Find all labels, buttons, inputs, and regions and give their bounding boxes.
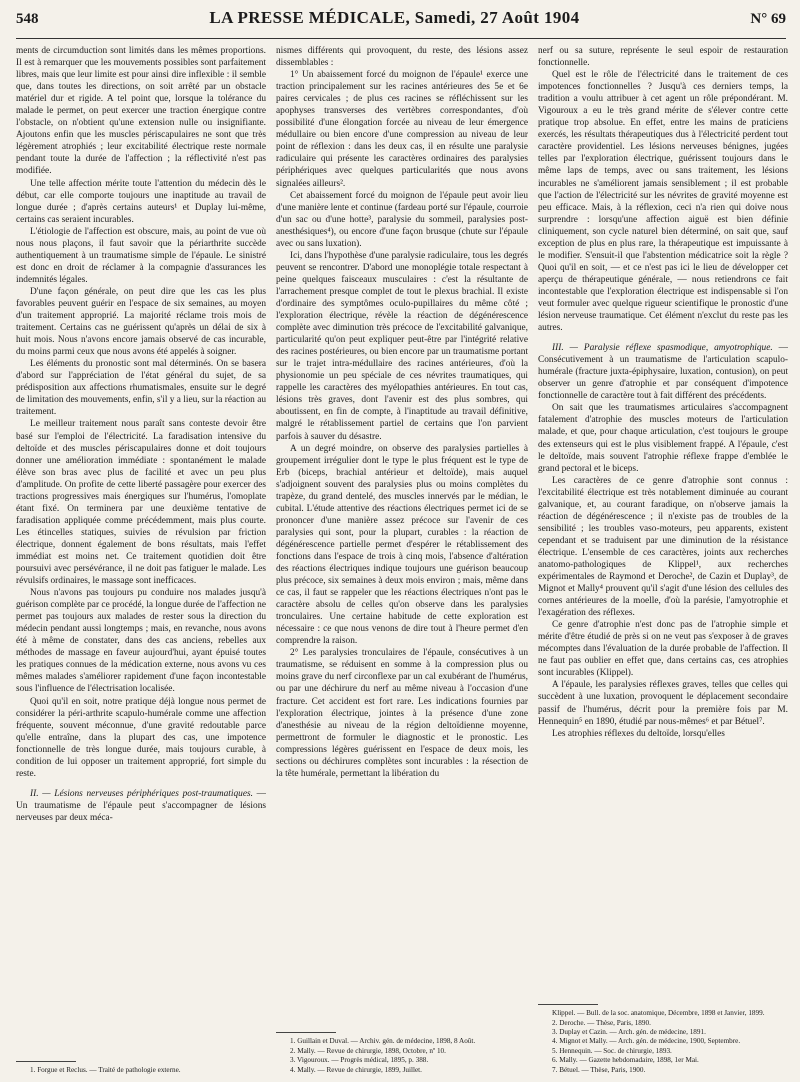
footnotes [16, 1055, 266, 1075]
paragraph: A l'épaule, les paralysies réflexes graves, telles que celles qui succèdent à une luxation, provoquent le déplacement secondaire passif de l'humérus, décrit pour la première fois par M. Hennequin⁵ en 1890, étudié par nous-mêmes⁶ et par Bétuel⁷. [538, 680, 788, 727]
footnote: 5. Hennequin. — Soc. de chirurgie, 1893. [552, 1046, 672, 1055]
page-number: 548 [16, 11, 39, 27]
page-header [16, 8, 786, 39]
footnote-divider [538, 1004, 598, 1005]
footnotes [538, 998, 788, 1075]
article-columns [16, 45, 786, 1075]
paragraph: Ce genre d'atrophie n'est donc pas de l'atrophie simple et mérite d'être étudié de près si on ne veut pas s'exposer à de graves mécomptes dans l'évaluation de la durée probable de l'affection. Il ne faut pas oublier en effet que, dans certains cas, ces atrophies sont incurables (Klippel). [538, 620, 788, 679]
section-heading: II. — Lésions nerveuses périphériques post-traumatiques. [30, 788, 253, 799]
paragraph: nismes différents qui provoquent, du reste, des lésions assez dissemblables : [276, 46, 528, 69]
section-text: — Un traumatisme de l'épaule peut s'accompagner de lésions nerveuses par deux méca- [16, 788, 266, 823]
paragraph: A un degré moindre, on observe des paralysies partielles à groupement irrégulier dont le type le plus fréquent est le type de Erb (biceps, brachial antérieur et deltoïde), mais auquel s'adjoignent souvent des paralysies plus ou moins complètes du trapèze, du grand dentelé, des muscles innervés par le médian, le cubital. L'étude attentive des réactions électriques permet ici de se prononcer d'une manière assez précoce sur l'avenir de ces paralysies qui sont, pour la plupart, curables : la réaction de dégénérescence partielle permet d'espérer le rétablissement des fonctions dans l'espace de trois à cinq mois, l'absence d'altération des réactions électriques indique toujours une guérison beaucoup plus précoce, six semaines à deux mois environ ; mais, même dans ce cas, il faut se rappeler que les réactions électriques n'ont pas le caractère absolu de celles qu'on observe dans les paralysies tronculaires. Une certaine habitude de cette exploration est nécessaire : ce que nous venons de dire tout à l'heure permet d'en comprendre la raison. [276, 443, 528, 647]
footnote: 3. Duplay et Cazin. — Arch. gén. de médecine, 1891. [552, 1027, 706, 1036]
paragraph: Ici, dans l'hypothèse d'une paralysie radiculaire, tous les degrés peuvent se rencontrer. D'abord une monoplégie totale respectant à peine quelques faisceaux musculaires : c'est la résultante de l'arrachement presque complet de tout le plexus brachial. Il existe d'ordinaire des symptômes oculo-pupillaires du même côté ; l'exploration électrique, révèle la réaction de dégénérescence complète avec diminution très précoce de l'excitabilité galvanique, particularité qu'on peut expliquer peut-être par l'intégrité relative des racines postérieures, ou bien encore par un traumatisme portant sur le trajet intra-médullaire des racines antérieures, d'où la physionomie un peu spéciale de ces névrites traumatiques, qui rappelle les caractères des myélopathies antérieures. En tout cas, lésions très graves, dont l'avenir est des plus sombres, qui aboutissent, en fin de compte, à l'inaptitude au travail définitive, malgré le rétablissement partiel de certains que l'on parvient parfois à sauver du désastre. [276, 250, 528, 442]
paragraph: Nous n'avons pas toujours pu conduire nos malades jusqu'à guérison complète par ce procédé, la longue durée de l'affection ne permet pas toujours aux malades de rester sous la direction du médecin pendant aussi longtemps ; mais, en revanche, nous avons été à même de constater, dans des cas anciens, rebelles aux méthodes de massage en faveur aujourd'hui, ayant épuisé toutes les pratiques connues de la médication externe, nous avons vu ces mêmes malades s'améliorer rapidement d'une façon incontestable sous l'influence de l'électrisation localisée. [16, 588, 266, 695]
footnote: 6. Mally. — Gazette hebdomadaire, 1898, 1er Mai. [552, 1056, 699, 1065]
section-paragraph [538, 342, 788, 402]
section-paragraph [16, 788, 266, 824]
paragraph: Une telle affection mérite toute l'attention du médecin dès le début, car elle comporte toujours une inaptitude au travail de longue durée ; d'après certains auteurs¹ et Duplay lui-même, certains cas seraient incurables. [16, 178, 266, 225]
footnote-divider [16, 1061, 76, 1062]
footnote: 3. Vigouroux. — Progrès médical, 1895, p. 388. [290, 1056, 429, 1065]
paragraph: Quel est le rôle de l'électricité dans le traitement de ces impotences fonctionnelles ? Jusqu'à ces derniers temps, la tradition a voulu attribuer à cet agent un rôle prépondérant. M. Vigouroux a eu le très grand mérite de s'élever contre cette pratique trop absolue. En effet, entre les mains de praticiens exercés, les résultats thérapeutiques dus à l'électricité perdent tout caractère providentiel. Les lésions nerveuses bénignes, jugées telles par l'exploration électrique, guérissent toujours dans le même laps de temps, avec ou sans traitement, les lésions incurables ne s'améliorent jamais sensiblement ; il est probable que l'action de l'électricité sur les névrites de gravité moyenne est peu efficace. Mais, à la réflexion, ceci n'a rien qui doive nous surprendre : lorsqu'une affection aiguë est bien définie cliniquement, son cycle naturel bien déterminé, on sait que, sauf exception de plus en plus rare, la thérapeutique est impuissante à le modifier. S'ensuit-il que l'abstention médicatrice soit la règle ? Quoi qu'il en soit, — et ce n'est pas ici le lieu de développer cet aperçu de thérapeutique générale, — nous retiendrons ce fait incontestable que l'exploration électrique est indispensable si l'on veut formuler avec quelque rigueur scientifique le pronostic d'une lésion nerveuse traumatique. Cet élément n'exclut du reste pas les autres. [538, 70, 788, 334]
footnote: 7. Bétuel. — Thèse, Paris, 1900. [552, 1065, 646, 1074]
paragraph: Les éléments du pronostic sont mal déterminés. On se basera d'abord sur l'appréciation de l'état général du sujet, de sa prédisposition aux affections rhumatismales, ensuite sur le degré de limitation des mouvements, enfin, s'il y a lieu, sur la réaction au traitement. [16, 359, 266, 418]
paragraph: Les atrophies réflexes du deltoïde, lorsqu'elles [552, 728, 725, 739]
paragraph: nerf ou sa suture, représente le seul espoir de restauration fonctionnelle. [538, 46, 788, 69]
paragraph: ments de circumduction sont limités dans les mêmes proportions. Il est à remarquer que les mouvements possibles sont parfaitement libres, mais que leur limite est pour ainsi dire inflexible : il semble que, dans toutes les directions, on soit arrêté par un obstacle matériel dur et rigide. A tel point que, lorsque la tolérance du malade le permet, on peut exercer une traction énergique contre l'obstacle, on n'obtient qu'une extension nulle ou insignifiante. Ajoutons enfin que les muscles périscapulaires ne sont que très légèrement atrophiés ; leur excitabilité électrique reste normale pendant toute la durée de l'affection ; la réflectivité n'est pas modifiée. [16, 46, 266, 177]
column-1 [16, 45, 266, 1075]
paragraph: D'une façon générale, on peut dire que les cas les plus favorables peuvent guérir en l'espace de six semaines, au moyen d'un traitement approprié. La majorité réclame trois mois de traitement. Certains cas ne guérissent qu'après un délai de six à huit mois. Nous n'avons encore jamais observé de cas incurable, du moins parmi ceux que nous avons été appelés à soigner. [16, 286, 266, 358]
footnotes [276, 1026, 528, 1075]
footnote: 2. Deroche. — Thèse, Paris, 1890. [552, 1018, 651, 1027]
footnote: 2. Mally. — Revue de chirurgie, 1898, Octobre, nº 10. [290, 1046, 446, 1055]
paragraph: Quoi qu'il en soit, notre pratique déjà longue nous permet de considérer la péri-arthrite scapulo-humérale comme une affection fréquente, souvent méconnue, d'une gravité redoutable parce qu'elle entraîne, dans la plupart des cas, une impotence fonctionnelle de très longue durée, mais toujours curable, à condition de lui opposer un traitement approprié, fort simple du reste. [16, 696, 266, 779]
footnote: 1. Forgue et Reclus. — Traité de pathologie externe. [30, 1065, 181, 1074]
footnote: 4. Mally. — Revue de chirurgie, 1899, Juillet. [290, 1065, 422, 1074]
paragraph: Le meilleur traitement nous paraît sans conteste devoir être basé sur l'emploi de l'électricité. La faradisation intensive du deltoïde et des muscles périscapulaires donne et doit toujours donner une amélioration immédiate : spontanément le malade élève son bras avec plus de facilité et avec un peu plus d'amplitude. On profite de cette liberté passagère pour exercer des tractions progressives mais énergiques sur l'humérus, l'omoplate étant fixé. On terminera par une deuxième tentative de faradisation appliquée comme précédemment, mais plus courte. Les étincelles statiques, suivies de révulsion par friction électrique, donnent également de bons résultats, mais l'effet immédiat est moins net. Ce traitement quotidien doit être poursuivi avec persévérance, il ne doit pas fatiguer le malade. Les révulsifs ordinaires, le massage sont inefficaces. [16, 419, 266, 587]
paragraph: 1° Un abaissement forcé du moignon de l'épaule¹ exerce une traction principalement sur les racines antérieures des 5e et 6e paires cervicales ; de plus ces racines se réfléchissent sur les apophyses transverses des vertèbres correspondantes, d'où possibilité d'une élongation forcée au niveau de leur émergence médullaire ou bien encore d'une compression au niveau de leur point de réflexion : dans les deux cas, il en résulte une paralysie radiculaire qui présente les caractères ordinaires des paralysies périphériques avec quelques particularités que nous avons signalées ailleurs². [276, 70, 528, 189]
paragraph: 2° Les paralysies tronculaires de l'épaule, consécutives à un traumatisme, se réduisent en somme à la compression plus ou moins grave du nerf circonflexe par un cal exubérant de l'humérus, ou par une déchirure du nerf au même niveau à l'occasion d'une fracture. Cet accident est fort rare. Les indications fournies par l'exploration électrique, jointes à la présence d'une zone d'anesthésie au niveau de la région deltoïdienne moyenne, permettront de formuler le diagnostic et le pronostic. Les compressions légères guérissent en l'espace de deux mois, les sections ou déchirures complètes sont incurables : la résection de la tête humérale, permettant la libération du [276, 648, 528, 779]
column-3 [538, 45, 788, 1075]
column-2 [276, 45, 528, 1075]
footnote: 1. Guillain et Duval. — Archiv. gén. de médecine, 1898, 8 Août. [290, 1037, 476, 1046]
paragraph: Les caractères de ce genre d'atrophie sont connus : l'excitabilité électrique est très notablement diminuée au courant galvanique, et, au courant faradique, on n'observe jamais la réaction de dégénérescence ; il n'existe pas de troubles de la sensibilité ; les troubles vaso-moteurs, peu apparents, existent cependant et se traduisent par une diminution de la résistance électrique. L'ensemble de ces caractères, joints aux recherches anatomo-pathologiques de Klippel¹, aux recherches expérimentales de Raymond et Deroche², de Cazin et Duplay³, de Mignot et Mally⁴ prouvent qu'il s'agit d'une lésion des cellules des cornes antérieures de la moelle, d'où la parésie, l'amyotrophie et l'exagération des réflexes. [538, 475, 788, 619]
footnote: Klippel. — Bull. de la soc. anatomique, Décembre, 1898 et Janvier, 1899. [552, 1009, 765, 1018]
paragraph: L'étiologie de l'affection est obscure, mais, au point de vue où nous nous plaçons, il faut savoir que la périarthrite succède authentiquement à un traumatisme simple de l'épaule. Le sinistré est donc en droit de réclamer à la compagnie d'assurances les indemnités légales. [16, 226, 266, 285]
section-heading: III. — Paralysie réflexe spasmodique, amyotrophique. [552, 343, 773, 354]
footnote: 4. Mignot et Mally. — Arch. gén. de médecine, 1900, Septembre. [552, 1037, 741, 1046]
paragraph: Cet abaissement forcé du moignon de l'épaule peut avoir lieu d'une manière lente et continue (fardeau porté sur l'épaule, courroie d'un sac ou d'une hotte³, paralysie du sommeil, paralysies post-anesthésiques⁴), ou encore d'une façon brusque (chute sur l'épaule avec ou sans luxation). [276, 190, 528, 249]
journal-title: LA PRESSE MÉDICALE, Samedi, 27 Août 1904 [209, 8, 580, 27]
footnote-divider [276, 1032, 336, 1033]
section-text: — Consécutivement à un traumatisme de l'articulation scapulo-humérale (fracture juxta-épiphysaire, luxation, contusion), on peut observer un genre d'atrophie et par conséquent d'impotence fonctionnelle de caractère tout à fait différent des précédents. [538, 343, 788, 402]
paragraph: On sait que les traumatismes articulaires s'accompagnent fatalement d'atrophie des muscles moteurs de l'articulation malade, et que, pour chaque articulation, c'est toujours le groupe des extenseurs qui est le plus visiblement frappé. A l'épaule, c'est le deltoïde, mais souvent l'atrophie réflexe frappe d'emblée le grand pectoral et le biceps. [538, 403, 788, 474]
issue-number: N° 69 [750, 11, 786, 27]
